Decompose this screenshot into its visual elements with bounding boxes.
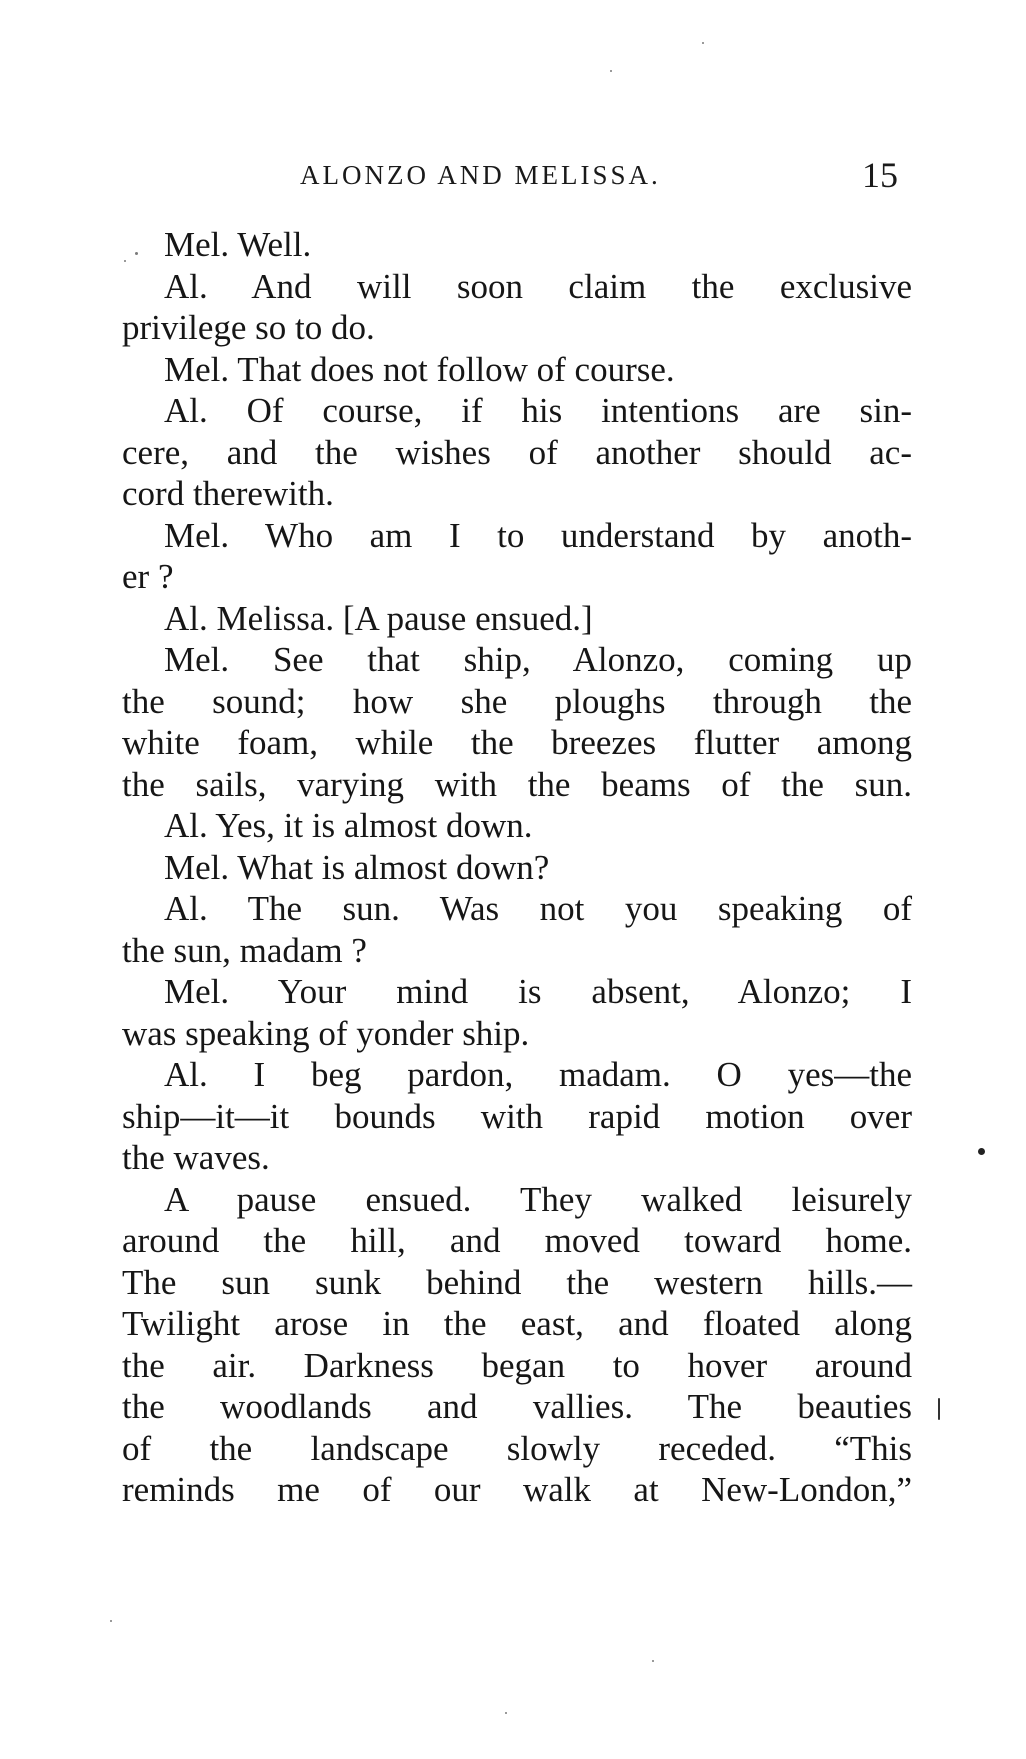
scan-speck [610,70,612,72]
text-line: Al. Of course, if his intentions are sin- [164,391,912,430]
text-line: Mel. See that ship, Alonzo, coming up [164,640,912,679]
text-line: Mel. That does not follow of course. [164,349,675,389]
page-number: 15 [862,155,898,195]
text-line: the air. Darkness began to hover around [122,1345,912,1385]
text-line: cere, and the wishes of another should ac- [122,432,912,472]
text-line: the woodlands and vallies. The beauties [122,1387,912,1426]
text-line: er ? [122,557,174,596]
text-line: A pause ensued. They walked leisurely [164,1179,912,1219]
text-line: ship—it—it bounds with rapid motion over [122,1096,912,1136]
scan-speck [652,1660,654,1662]
text-line: the sound; how she ploughs through the [122,681,912,721]
scan-speck [135,252,138,255]
text-line: was speaking of yonder ship. [122,1013,530,1053]
body-text [122,224,912,1511]
text-line: Al. And will soon claim the exclusive [164,266,912,306]
scan-speck [124,260,126,262]
text-line: The sun sunk behind the western hills.— [122,1262,912,1302]
scan-speck [505,1712,507,1714]
text-line: privilege so to do. [122,308,375,347]
text-line: white foam, while the breezes flutter among [122,723,912,762]
text-line: reminds me of our walk at New-London,” [122,1470,912,1509]
text-line: Mel. Your mind is absent, Alonzo; I [164,972,912,1011]
text-line: the sails, varying with the beams of the sun. [122,764,912,804]
text-line: Al. The sun. Was not you speaking of [164,889,912,928]
text-line: Al. Melissa. [A pause ensued.] [164,598,593,638]
text-line: Mel. Who am I to understand by anoth- [164,515,912,555]
text-line: Al. I beg pardon, madam. O yes—the [164,1055,912,1094]
scan-speck [978,1148,985,1155]
text-line: of the landscape slowly receded. “This [122,1428,912,1468]
text-line: the sun, madam ? [122,930,367,970]
text-line: Twilight arose in the east, and floated along [122,1304,912,1343]
text-line: Al. Yes, it is almost down. [164,806,533,845]
scan-speck [702,42,704,44]
running-title: ALONZO AND MELISSA. [300,160,661,190]
text-line: around the hill, and moved toward home. [122,1221,912,1260]
text-line: cord therewith. [122,474,334,513]
text-line: Mel. What is almost down? [164,847,550,887]
text-line: the waves. [122,1138,270,1177]
scan-speck [938,1398,940,1420]
scan-speck [110,1620,112,1622]
text-line: Mel. Well. [164,225,312,264]
